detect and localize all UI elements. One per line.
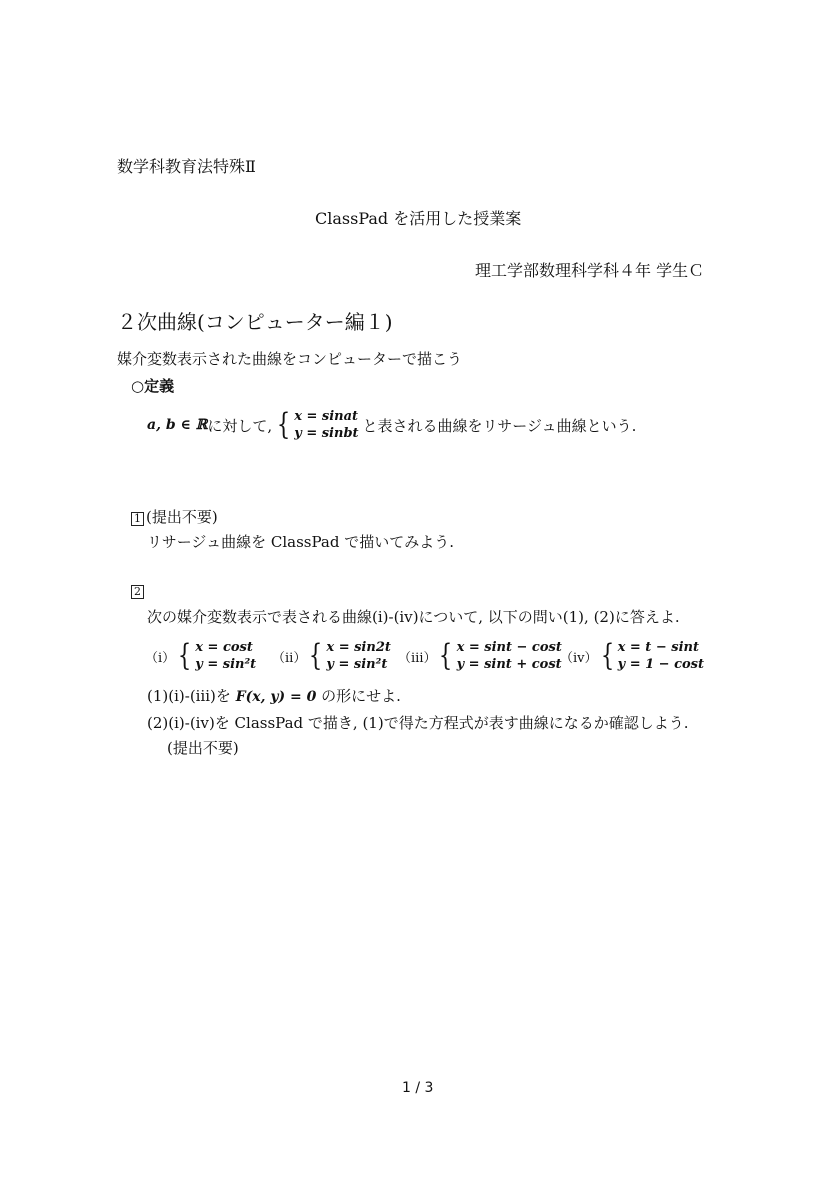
lead-text: 媒介変数表示された曲線をコンピューターで描こう (117, 350, 463, 368)
part-1-text-b: の形にせよ. (316, 687, 401, 705)
brace-icon: { (309, 638, 323, 673)
definition-heading: ○定義 (131, 377, 175, 395)
definition-system (274, 408, 358, 442)
brace-icon: { (178, 638, 192, 673)
curve-iii-x: x = sint − cost (456, 640, 562, 655)
question-2-part-2: (2)(ⅰ)-(ⅳ)を ClassPad で描き, (1)で得た方程式が表す曲線になるか確認しよう. (147, 714, 689, 732)
question-1-text: リサージュ曲線を ClassPad で描いてみよう. (147, 533, 454, 551)
curve-iii-y: y = sint + cost (456, 657, 562, 672)
curve-iv-x: x = t − sint (617, 640, 699, 655)
course-name: 数学科教育法特殊Ⅱ (117, 157, 256, 176)
question-2-header (131, 581, 146, 599)
question-2-number: 2 (131, 585, 144, 599)
question-1-note: (提出不要) (146, 508, 218, 526)
curve-iv-y: y = 1 − cost (617, 657, 705, 672)
definition-x-eq: x = sinat (294, 409, 359, 424)
curve-iii-label: （ⅲ） (398, 650, 437, 666)
question-2-intro: 次の媒介変数表示で表される曲線(ⅰ)-(ⅳ)について, 以下の問い(1), (2)に答えよ. (147, 608, 680, 626)
brace-icon: { (439, 638, 453, 673)
definition-prefix-tail: に対して, (207, 416, 273, 435)
definition-prefix-math: a, b ∈ ℝ (147, 417, 208, 433)
part-1-math: F(x, y) = 0 (235, 689, 317, 705)
question-2-part-1 (147, 685, 401, 706)
author-line: 理工学部数理科学科４年 学生Ｃ (475, 261, 705, 280)
curve-iv-label: （ⅳ） (560, 650, 598, 666)
definition-statement (147, 408, 636, 442)
curve-i-label: （ⅰ） (145, 650, 176, 666)
curve-ii-x: x = sin2t (326, 640, 391, 655)
brace-icon: { (600, 638, 614, 673)
curve-ii-y: y = sin²t (326, 657, 388, 672)
definition-suffix: と表される曲線をリサージュ曲線という. (362, 416, 637, 435)
section-heading: ２次曲線(コンピューター編１) (117, 310, 393, 334)
question-2-part-2-note: (提出不要) (167, 739, 239, 757)
curve-i-x: x = cost (195, 640, 253, 655)
curve-ii (272, 639, 391, 673)
curve-ii-label: （ⅱ） (272, 650, 307, 666)
curve-iv (560, 639, 704, 673)
curve-i (145, 639, 256, 673)
definition-y-eq: y = sinbt (294, 426, 359, 441)
part-1-text-a: (1)(ⅰ)-(ⅲ)を (147, 687, 236, 705)
page-number: 1 / 3 (402, 1080, 434, 1096)
doc-title: ClassPad を活用した授業案 (315, 209, 522, 228)
curve-iii (398, 639, 562, 673)
question-1-number: 1 (131, 512, 144, 526)
question-1-header (131, 506, 218, 527)
brace-icon: { (277, 407, 291, 442)
curve-i-y: y = sin²t (195, 657, 257, 672)
